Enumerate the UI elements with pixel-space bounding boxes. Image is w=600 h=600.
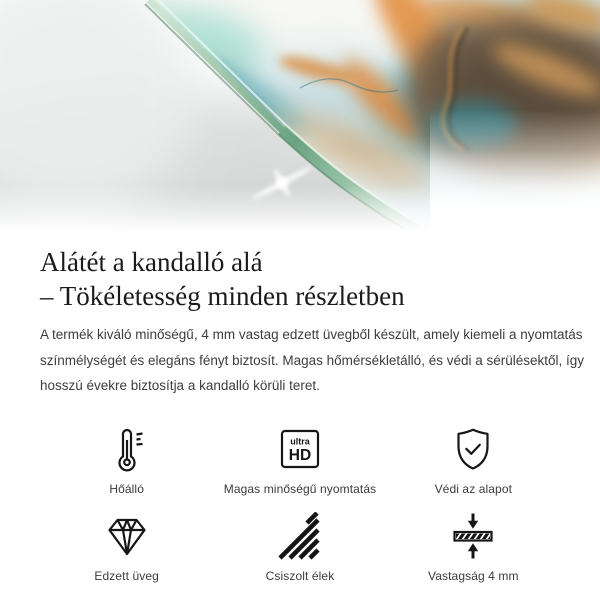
shield-check-icon xyxy=(449,424,497,474)
diamond-icon xyxy=(103,511,151,561)
feature-grid xyxy=(40,424,560,583)
feature-label: Hőálló xyxy=(109,481,144,496)
feature-tempered-glass xyxy=(40,511,213,583)
thermometer-icon xyxy=(103,424,151,474)
product-image xyxy=(0,0,600,235)
feature-heat-resistant xyxy=(40,424,213,496)
glass-mat-photo xyxy=(0,0,600,235)
description-line: A termék kiváló minőségű, 4 mm vastag edzett üvegből készült, amely kiemeli a nyomtatás xyxy=(40,327,583,342)
thickness-icon xyxy=(449,511,497,561)
svg-text:ultra: ultra xyxy=(290,436,310,446)
feature-protects-base xyxy=(387,424,560,496)
description-line: színmélységét és elegáns fényt biztosít. Magas hőmérsékletálló, és védi a sérülésektől, így xyxy=(40,352,585,368)
feature-thickness-4mm xyxy=(387,511,560,583)
feature-label: Magas minőségű nyomtatás xyxy=(223,481,377,496)
page-title-line1: Alátét a kandalló alá xyxy=(40,247,263,277)
product-description xyxy=(40,322,585,399)
ultra-hd-icon xyxy=(276,424,324,474)
page-title xyxy=(40,245,560,313)
description-line: hosszú évekre biztosítja a kandalló körüli teret. xyxy=(40,378,320,393)
feature-polished-edges xyxy=(213,511,386,583)
feature-label: Vastagság 4 mm xyxy=(428,568,519,583)
feature-label: Edzett üveg xyxy=(94,568,159,583)
feature-label: Csiszolt élek xyxy=(265,568,335,583)
feature-label: Védi az alapot xyxy=(434,481,513,496)
page-title-line2: – Tökéletesség minden részletben xyxy=(40,281,405,311)
svg-text:HD: HD xyxy=(288,446,312,464)
feature-ultra-hd-print xyxy=(213,424,386,496)
polished-edges-icon xyxy=(276,511,324,561)
